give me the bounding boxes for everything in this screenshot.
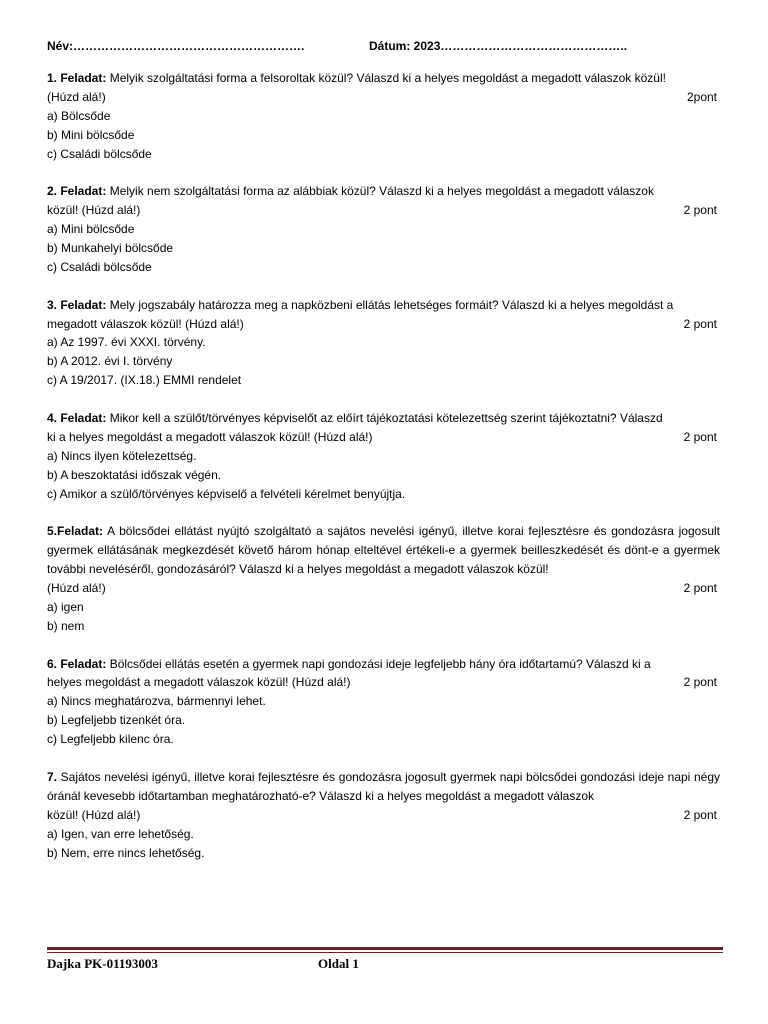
question-2-instruction: közül! (Húzd alá!)	[47, 203, 141, 218]
question-1-lastline	[47, 88, 720, 107]
question-1-number: 1. Feladat:	[47, 71, 107, 85]
question-7-points: 2 pont	[683, 807, 717, 822]
question-1-points: 2pont	[686, 89, 717, 104]
question-6	[47, 655, 720, 750]
answer-option: c) Amikor a szülő/törvényes képviselő a felvételi kérelmet benyújtja.	[47, 486, 406, 501]
question-7-number: 7.	[47, 769, 58, 784]
question-4-body: Mikor kell a szülőt/törvényes képviselőt az előírt tájékoztatási kötelezettség szerint tájékoztatni? Válaszd	[106, 410, 663, 425]
question-1	[47, 69, 720, 164]
question-6-points: 2 pont	[683, 675, 717, 690]
question-3-points: 2 pont	[683, 316, 717, 331]
question-5-lastline	[47, 579, 720, 598]
question-7-instruction: közül! (Húzd alá!)	[47, 807, 141, 822]
question-2-points: 2 pont	[683, 203, 717, 218]
answer-option: a) Igen, van erre lehetőség.	[47, 826, 194, 841]
question-5-points: 2 pont	[683, 581, 717, 596]
question-3	[47, 296, 720, 391]
question-6-text	[47, 655, 720, 674]
header	[47, 38, 720, 54]
answer-option: b) A beszoktatási időszak végén.	[47, 467, 222, 482]
question-3-body: Mely jogszabály határozza meg a napközbeni ellátás lehetséges formáit? Válaszd ki a helyes megoldást a	[106, 297, 674, 312]
question-2-lastline	[47, 201, 720, 220]
question-2-number: 2. Feladat:	[47, 184, 107, 199]
name-field-label: Név:………………………………………………….	[47, 39, 305, 53]
question-7	[47, 768, 720, 863]
footer-divider-thin	[47, 952, 723, 953]
question-5	[47, 522, 720, 635]
answer-option: b) Munkahelyi bölcsőde	[47, 241, 174, 256]
answer-option: a) Nincs ilyen kötelezettség.	[47, 448, 197, 463]
answer-option: a) Nincs meghatározva, bármennyi lehet.	[47, 694, 266, 709]
question-6-number: 6. Feladat:	[47, 656, 107, 671]
question-5-instruction: (Húzd alá!)	[47, 581, 106, 596]
question-3-lastline	[47, 315, 720, 334]
date-field-label: Dátum: 2023………………………………………..	[369, 39, 628, 53]
question-2-text	[47, 182, 720, 201]
answer-option: a) Mini bölcsőde	[47, 222, 135, 237]
answer-option: c) A 19/2017. (IX.18.) EMMI rendelet	[47, 373, 242, 388]
question-6-lastline	[47, 673, 720, 692]
question-3-instruction: megadott válaszok közül! (Húzd alá!)	[47, 316, 244, 331]
question-4-lastline	[47, 428, 720, 447]
footer-course-code: Dajka PK-01193003	[47, 956, 158, 971]
answer-option: c) Családi bölcsőde	[47, 259, 152, 274]
question-list	[47, 69, 720, 862]
question-6-body: Bölcsődei ellátás esetén a gyermek napi gondozási ideje legfeljebb hány óra időtartamú? Válaszd ki a	[106, 656, 651, 671]
question-1-body: Melyik szolgáltatási forma a felsoroltak közül? Válaszd ki a helyes megoldást a megadott válaszok közül!	[106, 71, 666, 85]
question-7-body: Sajátos nevelési igényű, illetve korai fejlesztésre és gondozásra jogosult gyermek napi bölcsődei gondozási ideje napi négy óránál kevesebb időtartamban meghatározható-e? Válaszd ki a helyes megoldást a megadott válaszok	[47, 769, 720, 803]
question-3-number: 3. Feladat:	[47, 297, 107, 312]
question-6-instruction: helyes megoldást a megadott válaszok közül! (Húzd alá!)	[47, 675, 351, 690]
question-4-instruction: ki a helyes megoldást a megadott válaszok közül! (Húzd alá!)	[47, 429, 373, 444]
answer-option: c) Családi bölcsőde	[47, 146, 152, 161]
question-3-text	[47, 296, 720, 315]
answer-option: a) Az 1997. évi XXXI. törvény.	[47, 335, 206, 350]
question-1-text	[47, 69, 720, 88]
question-7-text	[47, 768, 720, 806]
document-page	[47, 0, 720, 1024]
question-5-text	[47, 522, 720, 579]
answer-option: a) Bölcsőde	[47, 108, 111, 123]
question-5-body: A bölcsődei ellátást nyújtó szolgáltató a sajátos nevelési igényű, illetve korai fejlesztésre és gondozásra jogosult gyermek ellátásának megkezdését követő három hónap elteltével értékeli-e a gyermek beilleszkedését és dönt-e a gyermek további neveléséről, gondozásáról? Válaszd ki a helyes megoldást a megadott válaszok közül!	[47, 524, 720, 577]
question-4-text	[47, 409, 720, 428]
footer-divider	[47, 947, 723, 950]
question-7-lastline	[47, 806, 720, 825]
question-2	[47, 182, 720, 277]
question-2-body: Melyik nem szolgáltatási forma az alábbiak közül? Válaszd ki a helyes megoldást a megadott válaszok	[106, 184, 654, 199]
answer-option: b) nem	[47, 618, 85, 633]
question-5-number: 5.Feladat:	[47, 524, 104, 539]
answer-option: b) A 2012. évi I. törvény	[47, 354, 173, 369]
answer-option: a) igen	[47, 599, 84, 614]
question-1-instruction: (Húzd alá!)	[47, 89, 106, 104]
answer-option: c) Legfeljebb kilenc óra.	[47, 732, 174, 747]
answer-option: b) Legfeljebb tizenkét óra.	[47, 713, 186, 728]
answer-option: b) Nem, erre nincs lehetőség.	[47, 845, 205, 860]
question-4-number: 4. Feladat:	[47, 410, 107, 425]
question-4	[47, 409, 720, 504]
footer	[47, 955, 720, 973]
footer-page-number: Oldal 1	[318, 956, 359, 971]
question-4-points: 2 pont	[683, 429, 717, 444]
answer-option: b) Mini bölcsőde	[47, 127, 135, 142]
